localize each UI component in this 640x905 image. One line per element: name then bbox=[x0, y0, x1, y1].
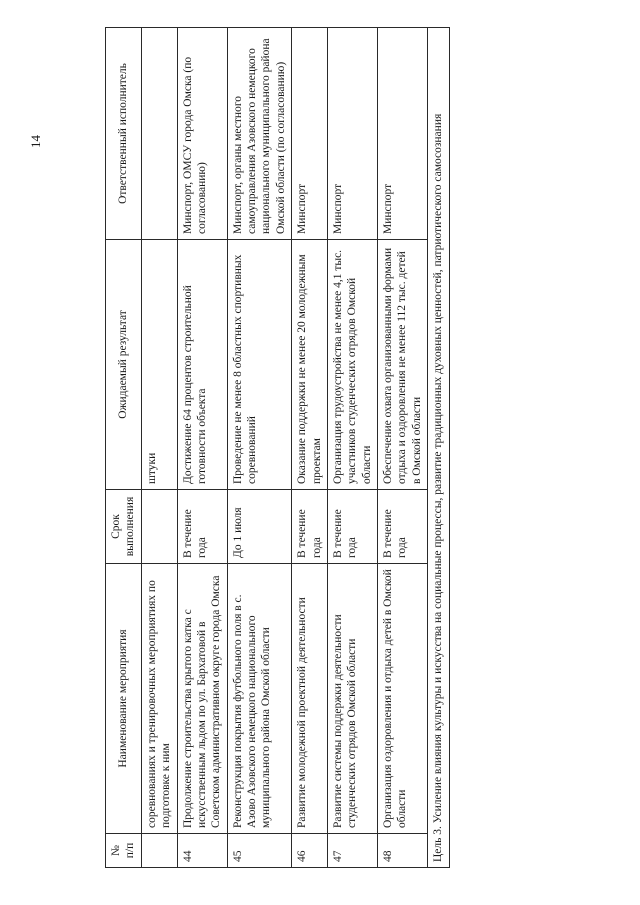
cell-num bbox=[141, 834, 177, 868]
cell-name: Продолжение строительства крытого катка с искусственным льдом по ул. Бархатовой в Советском административном округе города Омска bbox=[177, 564, 227, 834]
header-result: Ожидаемый результат bbox=[106, 240, 142, 490]
cell-num: 45 bbox=[227, 834, 292, 868]
cell-num: 46 bbox=[292, 834, 328, 868]
cell-name: Организация оздоровления и отдыха детей в Омской области bbox=[378, 564, 428, 834]
cell-result: Проведение не менее 8 областных спортивных соревнований bbox=[227, 240, 292, 490]
cell-term: В течение года bbox=[327, 490, 377, 564]
cell-num: 44 bbox=[177, 834, 227, 868]
header-term: Срок выполнения bbox=[106, 490, 142, 564]
cell-result: Оказание поддержки не менее 20 молодежным проектам bbox=[292, 240, 328, 490]
action-plan-table bbox=[105, 27, 450, 868]
cell-num: 47 bbox=[327, 834, 377, 868]
cell-term: В течение года bbox=[292, 490, 328, 564]
cell-name: Развитие молодежной проектной деятельности bbox=[292, 564, 328, 834]
cell-name: Развитие системы поддержки деятельности студенческих отрядов Омской области bbox=[327, 564, 377, 834]
cell-term: В течение года bbox=[177, 490, 227, 564]
cell-result: Организация трудоустройства не менее 4,1 тыс. участников студенческих отрядов Омской области bbox=[327, 240, 377, 490]
cell-executor: Минспорт bbox=[327, 28, 377, 240]
cell-term: До 1 июля bbox=[227, 490, 292, 564]
cell-result: штуки bbox=[141, 240, 177, 490]
header-num: № п/п bbox=[106, 834, 142, 868]
table-row bbox=[177, 28, 227, 868]
header-name: Наименование мероприятия bbox=[106, 564, 142, 834]
cell-executor: Минспорт bbox=[378, 28, 428, 240]
goal-heading-row bbox=[428, 28, 449, 868]
table-header-row bbox=[106, 28, 142, 868]
table-row bbox=[292, 28, 328, 868]
page-number: 14 bbox=[28, 135, 43, 148]
cell-executor: Минспорт bbox=[292, 28, 328, 240]
table-row bbox=[227, 28, 292, 868]
landscape-sheet bbox=[105, 28, 450, 868]
goal-heading-cell bbox=[428, 28, 449, 868]
goal-heading: Цель 3. Усиление влияния культуры и искусства на социальные процессы, развитие традиционных духовных ценностей, патриотического самосознания bbox=[432, 113, 445, 862]
table-row bbox=[378, 28, 428, 868]
cell-term bbox=[141, 490, 177, 564]
cell-num: 48 bbox=[378, 834, 428, 868]
cell-executor: Минспорт, органы местного самоуправления Азовского немецкого национального муниципального района Омской области (по согласованию) bbox=[227, 28, 292, 240]
cell-result: Достижение 64 процентов строительной готовности объекта bbox=[177, 240, 227, 490]
cell-term: В течение года bbox=[378, 490, 428, 564]
cell-result: Обеспечение охвата организованными формами отдыха и оздоровления не менее 112 тыс. детей в Омской области bbox=[378, 240, 428, 490]
cell-executor: Минспорт, ОМСУ города Омска (по согласованию) bbox=[177, 28, 227, 240]
header-executor: Ответственный исполнитель bbox=[106, 28, 142, 240]
cell-name: соревнованиях и тренировочных мероприятиях по подготовке к ним bbox=[141, 564, 177, 834]
cell-executor bbox=[141, 28, 177, 240]
cell-name: Реконструкция покрытия футбольного поля в с. Азово Азовского немецкого национального муниципального района Омской области bbox=[227, 564, 292, 834]
table-row-continuation bbox=[141, 28, 177, 868]
table-row bbox=[327, 28, 377, 868]
